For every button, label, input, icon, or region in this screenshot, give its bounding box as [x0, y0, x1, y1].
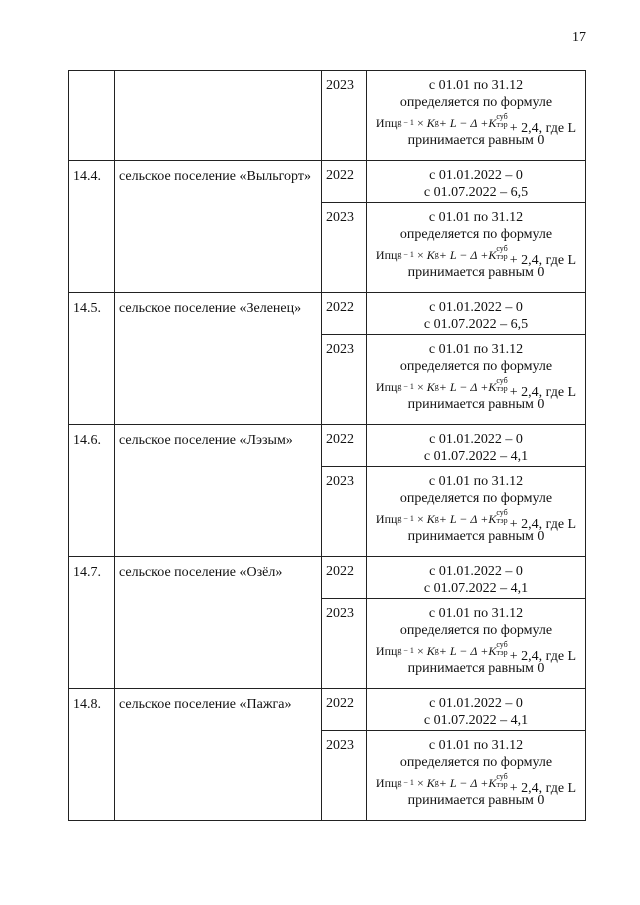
value-line: с 01.07.2022 – 6,5 — [423, 317, 529, 332]
formula-k2: K — [488, 116, 497, 130]
row-number: 14.6. — [69, 425, 115, 556]
value-line: принимается равным 0 — [407, 529, 545, 544]
value-line: с 01.07.2022 – 6,5 — [423, 185, 529, 200]
value-line: с 01.01.2022 – 0 — [429, 300, 523, 315]
row-number: 14.4. — [69, 161, 115, 292]
value-cell — [367, 557, 585, 598]
value-cell — [367, 335, 585, 424]
formula-ipc: Ипц — [375, 644, 398, 658]
value-cell — [367, 425, 585, 466]
formula-mid: + L − Δ + — [438, 512, 489, 526]
formula: Ипц g − 1 × K g + L − Δ + K суб тэр + 2,4, где L — [375, 244, 577, 268]
page-number: 17 — [572, 30, 586, 45]
value-cell — [367, 731, 585, 820]
year-cell: 2022 — [322, 293, 367, 334]
value-line: определяется по формуле — [399, 359, 553, 374]
formula-k2: K — [488, 644, 497, 658]
formula-sup-sub: суб — [496, 772, 508, 781]
table-row — [68, 424, 586, 556]
formula-k: K — [426, 116, 435, 130]
table-row — [68, 160, 586, 292]
settlement-name: сельское поселение «Зеленец» — [115, 293, 322, 424]
year-cell: 2022 — [322, 425, 367, 466]
formula-sub-ter: тэр — [496, 516, 508, 525]
formula: Ипц g − 1 × K g + L − Δ + K суб тэр + 2,4, где L — [375, 376, 577, 400]
value-line: определяется по формуле — [399, 755, 553, 770]
year-cell: 2023 — [322, 467, 367, 556]
tariff-table — [68, 70, 586, 821]
year-entry — [322, 598, 585, 688]
settlement-name: сельское поселение «Озёл» — [115, 557, 322, 688]
formula-mid: + L − Δ + — [438, 380, 489, 394]
formula: Ипц g − 1 × K g + L − Δ + K суб тэр + 2,4, где L — [375, 112, 577, 136]
settlement-name — [115, 71, 322, 160]
value-line: принимается равным 0 — [407, 661, 545, 676]
table-row — [68, 556, 586, 688]
value-line: с 01.07.2022 – 4,1 — [423, 713, 529, 728]
year-cell: 2023 — [322, 599, 367, 688]
formula-sub-g1: g − 1 — [397, 646, 414, 655]
value-line: с 01.07.2022 – 4,1 — [423, 581, 529, 596]
value-line: с 01.01.2022 – 0 — [429, 168, 523, 183]
value-cell — [367, 689, 585, 730]
value-line: принимается равным 0 — [407, 793, 545, 808]
formula-k2: K — [488, 248, 497, 262]
year-entry — [322, 730, 585, 820]
value-line: с 01.07.2022 – 4,1 — [423, 449, 529, 464]
year-cell: 2022 — [322, 557, 367, 598]
formula-sup-sub: суб — [496, 244, 508, 253]
value-cell — [367, 467, 585, 556]
formula-sup-sub: суб — [496, 376, 508, 385]
value-line: принимается равным 0 — [407, 133, 545, 148]
value-line: с 01.01 по 31.12 — [428, 342, 524, 357]
value-cell — [367, 293, 585, 334]
formula-k2: K — [488, 512, 497, 526]
formula-k: K — [426, 644, 435, 658]
formula-sub-ter: тэр — [496, 384, 508, 393]
formula: Ипц g − 1 × K g + L − Δ + K суб тэр + 2,4, где L — [375, 508, 577, 532]
formula-sub-g1: g − 1 — [397, 250, 414, 259]
year-cell: 2023 — [322, 731, 367, 820]
table-row — [68, 688, 586, 821]
value-line: определяется по формуле — [399, 491, 553, 506]
formula-mid: + L − Δ + — [438, 116, 489, 130]
value-line: с 01.01 по 31.12 — [428, 210, 524, 225]
formula-sub-g1: g − 1 — [397, 778, 414, 787]
formula-k: K — [426, 380, 435, 394]
value-line: определяется по формуле — [399, 95, 553, 110]
formula-sup-sub: суб — [496, 112, 508, 121]
formula-k2: K — [488, 380, 497, 394]
formula-sub-ter: тэр — [496, 252, 508, 261]
year-cell: 2023 — [322, 335, 367, 424]
formula-mid: + L − Δ + — [438, 644, 489, 658]
formula-sup-sub: суб — [496, 508, 508, 517]
value-line: определяется по формуле — [399, 227, 553, 242]
year-entry — [322, 689, 585, 730]
value-line: с 01.01 по 31.12 — [428, 738, 524, 753]
value-cell — [367, 599, 585, 688]
formula-ipc: Ипц — [375, 248, 398, 262]
formula-mid: + L − Δ + — [438, 248, 489, 262]
formula-tail: + 2,4, где L — [509, 121, 577, 136]
formula-sub-g1: g − 1 — [397, 382, 414, 391]
formula-tail: + 2,4, где L — [509, 517, 577, 532]
formula-sub-ter: тэр — [496, 120, 508, 129]
year-cell: 2022 — [322, 161, 367, 202]
year-entry — [322, 293, 585, 334]
formula-ipc: Ипц — [375, 380, 398, 394]
formula: Ипц g − 1 × K g + L − Δ + K суб тэр + 2,4, где L — [375, 772, 577, 796]
value-line: с 01.01.2022 – 0 — [429, 564, 523, 579]
value-cell — [367, 71, 585, 160]
settlement-name: сельское поселение «Лэзым» — [115, 425, 322, 556]
formula-sub-g: g — [434, 382, 439, 391]
value-line: с 01.01 по 31.12 — [428, 474, 524, 489]
year-entry — [322, 71, 585, 160]
value-line: принимается равным 0 — [407, 265, 545, 280]
formula-tail: + 2,4, где L — [509, 781, 577, 796]
formula-mid: + L − Δ + — [438, 776, 489, 790]
formula-k: K — [426, 248, 435, 262]
formula-sub-g: g — [434, 514, 439, 523]
formula-sub-g: g — [434, 778, 439, 787]
formula-sub-g1: g − 1 — [397, 514, 414, 523]
formula-ipc: Ипц — [375, 512, 398, 526]
year-entry — [322, 334, 585, 424]
value-line: с 01.01.2022 – 0 — [429, 696, 523, 711]
formula-tail: + 2,4, где L — [509, 385, 577, 400]
value-line: определяется по формуле — [399, 623, 553, 638]
formula: Ипц g − 1 × K g + L − Δ + K суб тэр + 2,4, где L — [375, 640, 577, 664]
formula-k: K — [426, 512, 435, 526]
year-entry — [322, 202, 585, 292]
row-number: 14.5. — [69, 293, 115, 424]
value-line: с 01.01.2022 – 0 — [429, 432, 523, 447]
value-line: с 01.01 по 31.12 — [428, 606, 524, 621]
row-number — [69, 71, 115, 160]
table-row — [68, 292, 586, 424]
value-line: принимается равным 0 — [407, 397, 545, 412]
year-entry — [322, 466, 585, 556]
year-entry — [322, 161, 585, 202]
value-cell — [367, 203, 585, 292]
table-row — [68, 70, 586, 160]
year-cell: 2022 — [322, 689, 367, 730]
formula-tail: + 2,4, где L — [509, 253, 577, 268]
formula-sub-g: g — [434, 250, 439, 259]
year-entry — [322, 425, 585, 466]
formula-sub-g: g — [434, 118, 439, 127]
year-entry — [322, 557, 585, 598]
year-cell: 2023 — [322, 203, 367, 292]
formula-sub-g: g — [434, 646, 439, 655]
year-cell: 2023 — [322, 71, 367, 160]
formula-ipc: Ипц — [375, 776, 398, 790]
formula-sub-ter: тэр — [496, 780, 508, 789]
formula-k: K — [426, 776, 435, 790]
settlement-name: сельское поселение «Пажга» — [115, 689, 322, 820]
formula-k2: K — [488, 776, 497, 790]
formula-tail: + 2,4, где L — [509, 649, 577, 664]
row-number: 14.8. — [69, 689, 115, 820]
settlement-name: сельское поселение «Выльгорт» — [115, 161, 322, 292]
row-number: 14.7. — [69, 557, 115, 688]
formula-sup-sub: суб — [496, 640, 508, 649]
value-line: с 01.01 по 31.12 — [428, 78, 524, 93]
value-cell — [367, 161, 585, 202]
formula-sub-g1: g − 1 — [397, 118, 414, 127]
formula-ipc: Ипц — [375, 116, 398, 130]
formula-sub-ter: тэр — [496, 648, 508, 657]
